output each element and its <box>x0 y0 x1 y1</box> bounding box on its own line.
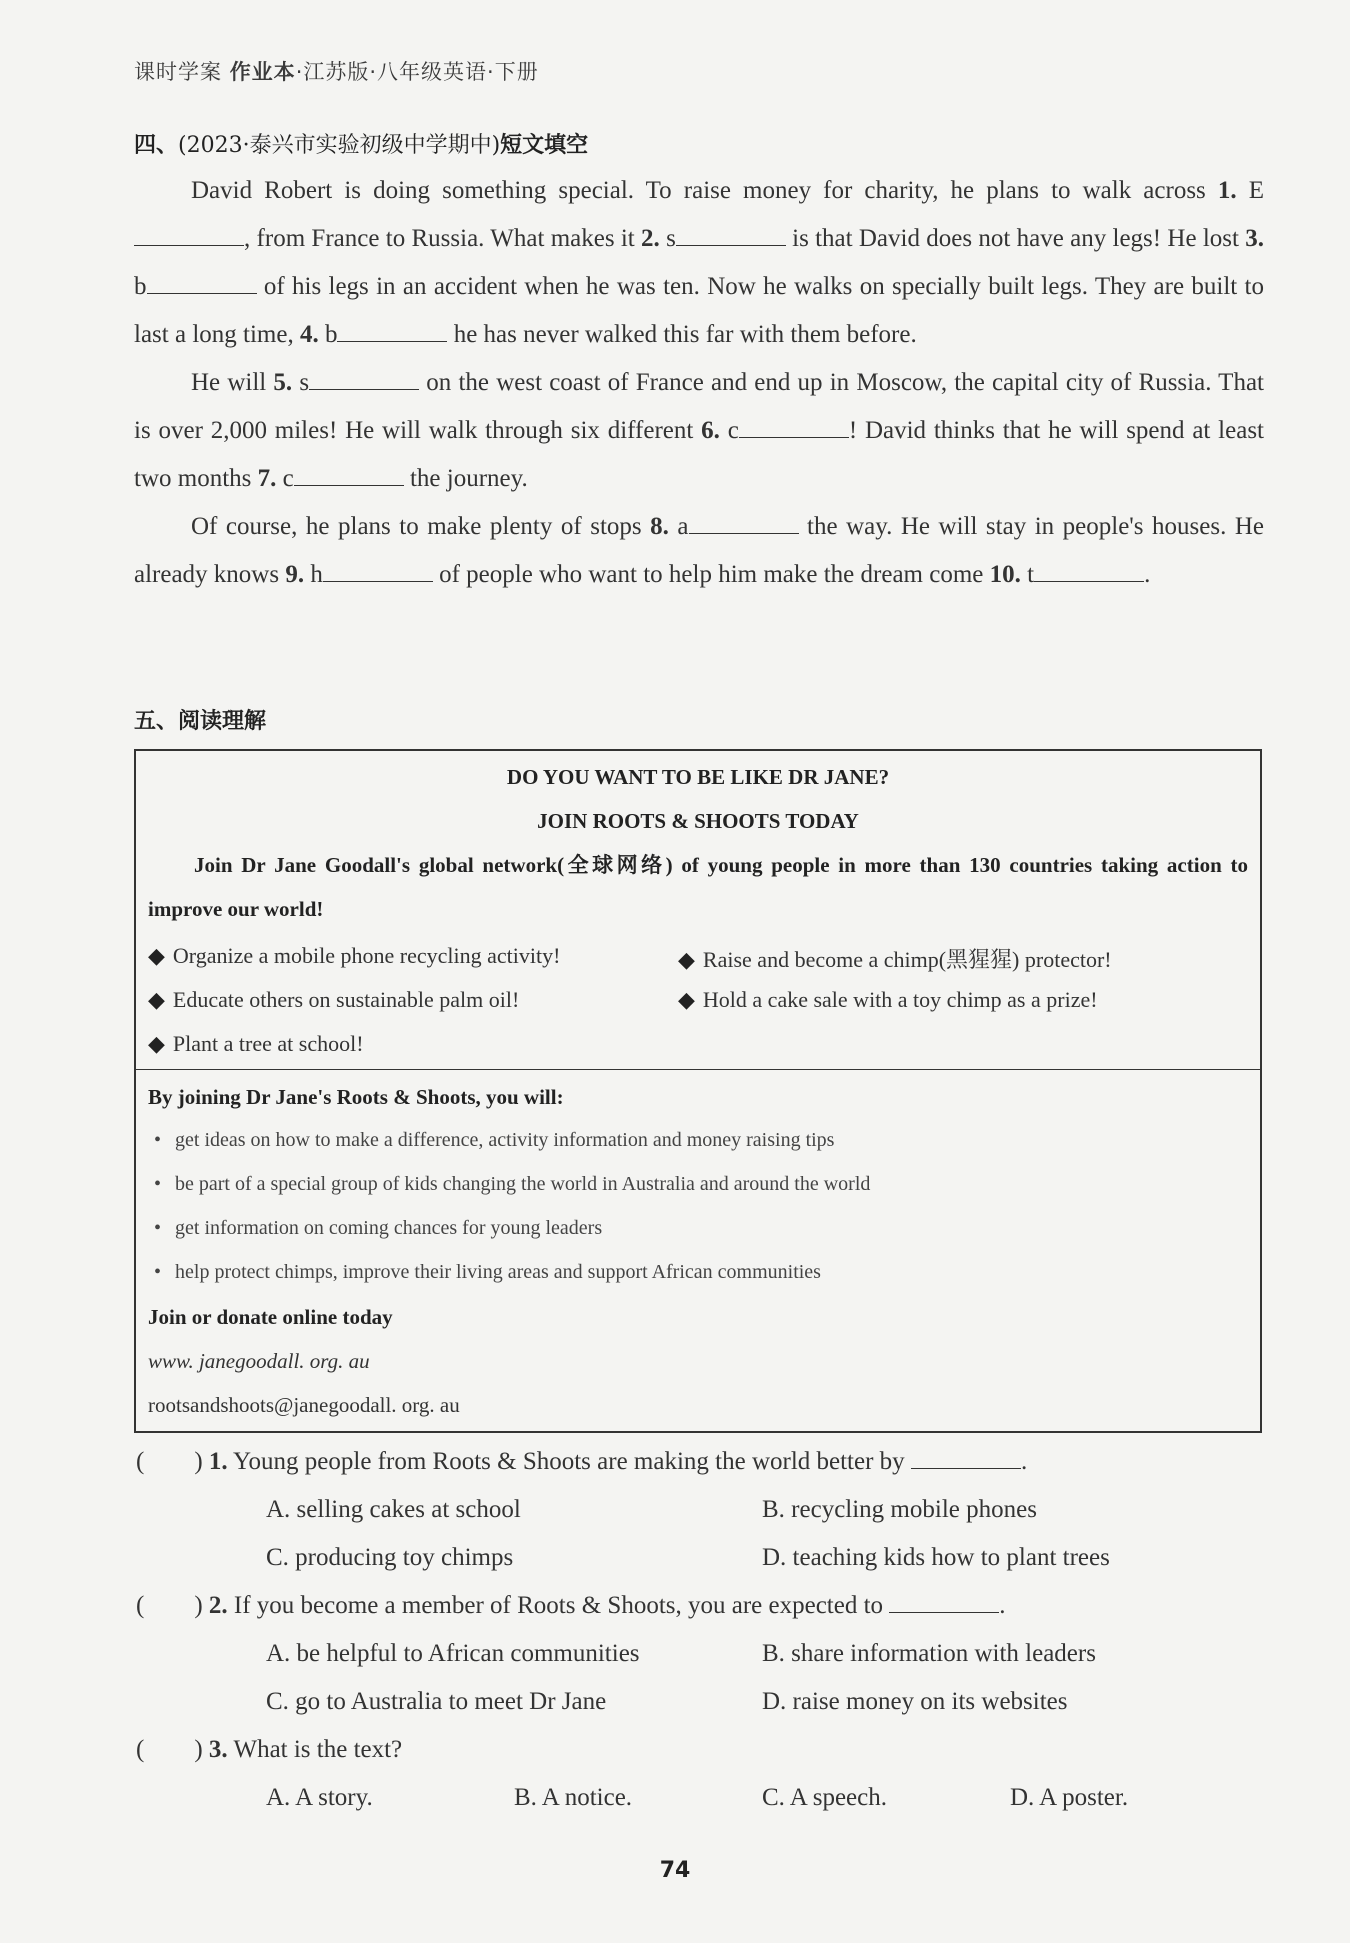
blank-number: 6. <box>701 417 720 444</box>
blank-number: 5. <box>273 369 293 396</box>
benefit-text: get information on coming chances for young leaders <box>175 1217 603 1239</box>
question-text: What is the text? <box>233 1736 403 1763</box>
text-run: Of course, he plans to make plenty of stops <box>191 513 651 540</box>
blank-line[interactable] <box>739 417 849 438</box>
option-d[interactable]: D. A poster. <box>1010 1784 1129 1811</box>
benefit-text: be part of a special group of kids changing the world in Australia and around the world <box>175 1173 871 1195</box>
benefit-text: get ideas on how to make a difference, activity information and money raising tips <box>175 1129 835 1151</box>
answer-blank[interactable] <box>889 1592 999 1613</box>
blank-line[interactable] <box>689 513 799 534</box>
blank-initial: s <box>666 225 676 252</box>
activity-item <box>148 987 519 1013</box>
blank-initial: b <box>324 321 338 348</box>
blank-initial: h <box>310 561 323 588</box>
option-c[interactable]: C. producing toy chimps <box>266 1544 514 1571</box>
question-number: 2. <box>208 1592 228 1619</box>
diamond-bullet-icon: ◆ <box>148 943 165 968</box>
activity-item <box>678 943 1112 974</box>
diamond-bullet-icon: ◆ <box>678 987 695 1012</box>
blank-number: 8. <box>650 513 669 540</box>
diamond-bullet-icon: ◆ <box>148 1031 165 1056</box>
answer-paren-open: ( <box>136 1736 145 1763</box>
option-b[interactable]: B. A notice. <box>514 1784 633 1811</box>
header-bold: 作业本 <box>229 60 296 84</box>
question-number: 3. <box>208 1736 228 1763</box>
blank-number: 10. <box>989 561 1021 588</box>
blank-line[interactable] <box>337 321 447 342</box>
blank-initial: c <box>727 417 739 444</box>
answer-paren-close: ) <box>194 1736 203 1763</box>
blank-initial: E <box>1248 177 1264 204</box>
text-run: . <box>1144 561 1151 588</box>
header-series: 课时学案 <box>134 60 222 84</box>
text-run: David Robert is doing something special. To raise money for charity, he plans to walk across <box>191 177 1218 204</box>
poster-intro: Join Dr Jane Goodall's global network(全球网络) of young people in more than 130 countries taking action to improve our world! <box>148 853 1248 921</box>
text-run: of people who want to help him make the dream come <box>432 561 990 588</box>
answer-paren-close: ) <box>194 1592 203 1619</box>
benefit-item <box>154 1173 870 1196</box>
blank-number: 1. <box>1217 177 1237 204</box>
passage-paragraph-3 <box>134 503 1264 599</box>
diamond-bullet-icon: ◆ <box>678 947 695 972</box>
text-run: of his legs in an accident when he was ten. Now he walks on specially built legs. They are built to last a long time, <box>134 273 1264 348</box>
option-b[interactable]: B. recycling mobile phones <box>762 1496 1037 1523</box>
text-run: the way. He will stay in people's houses. He already knows <box>134 513 1265 588</box>
blank-line[interactable] <box>147 273 257 294</box>
blank-number: 7. <box>257 465 277 492</box>
blank-line[interactable] <box>1034 561 1144 582</box>
join-online-text: Join or donate online today <box>148 1305 393 1329</box>
website-link[interactable]: www. janegoodall. org. au <box>148 1349 370 1373</box>
activity-item <box>678 987 1098 1013</box>
poster-heading-1: DO YOU WANT TO BE LIKE DR JANE? <box>506 765 890 789</box>
bullet-dot-icon: • <box>154 1217 162 1239</box>
activity-text: Raise and become a chimp(黑猩猩) protector! <box>702 947 1112 972</box>
blank-initial: s <box>299 369 310 396</box>
blank-number: 3. <box>1245 225 1265 252</box>
blank-initial: t <box>1027 561 1035 588</box>
header-rest: ·江苏版·八年级英语·下册 <box>295 60 539 84</box>
activity-text: Plant a tree at school! <box>172 1031 364 1056</box>
question-end: . <box>1020 1448 1028 1475</box>
question-text: If you become a member of Roots & Shoots, you are expected to <box>233 1592 884 1619</box>
section-4-title <box>134 128 588 159</box>
question-end: . <box>999 1592 1006 1619</box>
blank-line[interactable] <box>309 369 419 390</box>
poster-top <box>136 751 1260 1070</box>
text-run: ! David thinks that he will spend at least two months <box>134 417 1264 492</box>
benefit-item <box>154 1129 834 1152</box>
benefit-item <box>154 1217 602 1240</box>
blank-line[interactable] <box>294 465 404 486</box>
answer-paren-close: ) <box>194 1448 203 1475</box>
answer-paren-open: ( <box>136 1448 145 1475</box>
activity-text: Organize a mobile phone recycling activity! <box>172 943 561 968</box>
text-run: on the west coast of France and end up in Moscow, the capital city of Russia. That is over 2,000 miles! He will walk through six different <box>134 369 1264 444</box>
bullet-dot-icon: • <box>154 1129 162 1151</box>
blank-number: 4. <box>299 321 319 348</box>
poster-heading-2: JOIN ROOTS & SHOOTS TODAY <box>537 809 859 833</box>
option-c[interactable]: C. go to Australia to meet Dr Jane <box>266 1688 607 1715</box>
option-a[interactable]: A. be helpful to African communities <box>266 1640 640 1667</box>
question-3 <box>136 1736 402 1764</box>
text-run: , from France to Russia. What makes it <box>244 225 642 252</box>
benefits-title: By joining Dr Jane's Roots & Shoots, you will: <box>148 1085 564 1109</box>
benefit-item <box>154 1261 821 1284</box>
blank-number: 2. <box>641 225 660 252</box>
bullet-dot-icon: • <box>154 1173 162 1195</box>
section-4-label: 四、 <box>134 133 179 158</box>
email-link[interactable]: rootsandshoots@janegoodall. org. au <box>148 1393 460 1417</box>
option-b[interactable]: B. share information with leaders <box>762 1640 1096 1667</box>
answer-blank[interactable] <box>911 1448 1021 1469</box>
benefit-text: help protect chimps, improve their living areas and support African communities <box>175 1261 821 1283</box>
bullet-dot-icon: • <box>154 1261 162 1283</box>
passage-paragraph-2 <box>134 359 1264 503</box>
question-text: Young people from Roots & Shoots are making the world better by <box>232 1448 905 1475</box>
activity-text: Hold a cake sale with a toy chimp as a prize! <box>702 987 1098 1012</box>
running-header <box>134 56 539 86</box>
activity-item <box>148 943 560 969</box>
option-d[interactable]: D. raise money on its websites <box>762 1688 1068 1715</box>
question-1 <box>136 1448 1027 1476</box>
diamond-bullet-icon: ◆ <box>148 987 165 1012</box>
section-4-heading: 短文填空 <box>500 133 589 158</box>
text-run: He will <box>191 369 274 396</box>
blank-initial: b <box>134 273 147 300</box>
section-5-title: 五、阅读理解 <box>134 709 267 734</box>
section-4-source: (2023·泰兴市实验初级中学期中) <box>178 133 501 158</box>
blank-initial: c <box>282 465 294 492</box>
blank-line[interactable] <box>676 225 786 246</box>
passage-paragraph-1 <box>134 167 1264 359</box>
option-d[interactable]: D. teaching kids how to plant trees <box>762 1544 1110 1571</box>
text-run: is that David does not have any legs! He lost <box>785 225 1246 252</box>
page-number: 74 <box>659 1858 691 1883</box>
blank-number: 9. <box>285 561 305 588</box>
answer-paren-open: ( <box>136 1592 145 1619</box>
option-c[interactable]: C. A speech. <box>762 1784 887 1811</box>
question-number: 1. <box>208 1448 228 1475</box>
cloze-passage <box>134 167 1264 599</box>
option-a[interactable]: A. A story. <box>266 1784 373 1811</box>
option-a[interactable]: A. selling cakes at school <box>266 1496 521 1523</box>
blank-line[interactable] <box>323 561 433 582</box>
blank-line[interactable] <box>134 225 244 246</box>
poster-box <box>134 749 1262 1433</box>
question-2 <box>136 1592 1006 1620</box>
text-run: the journey. <box>403 465 528 492</box>
text-run: he has never walked this far with them before. <box>447 321 917 348</box>
blank-initial: a <box>677 513 689 540</box>
activity-item <box>148 1031 364 1057</box>
activity-text: Educate others on sustainable palm oil! <box>172 987 520 1012</box>
